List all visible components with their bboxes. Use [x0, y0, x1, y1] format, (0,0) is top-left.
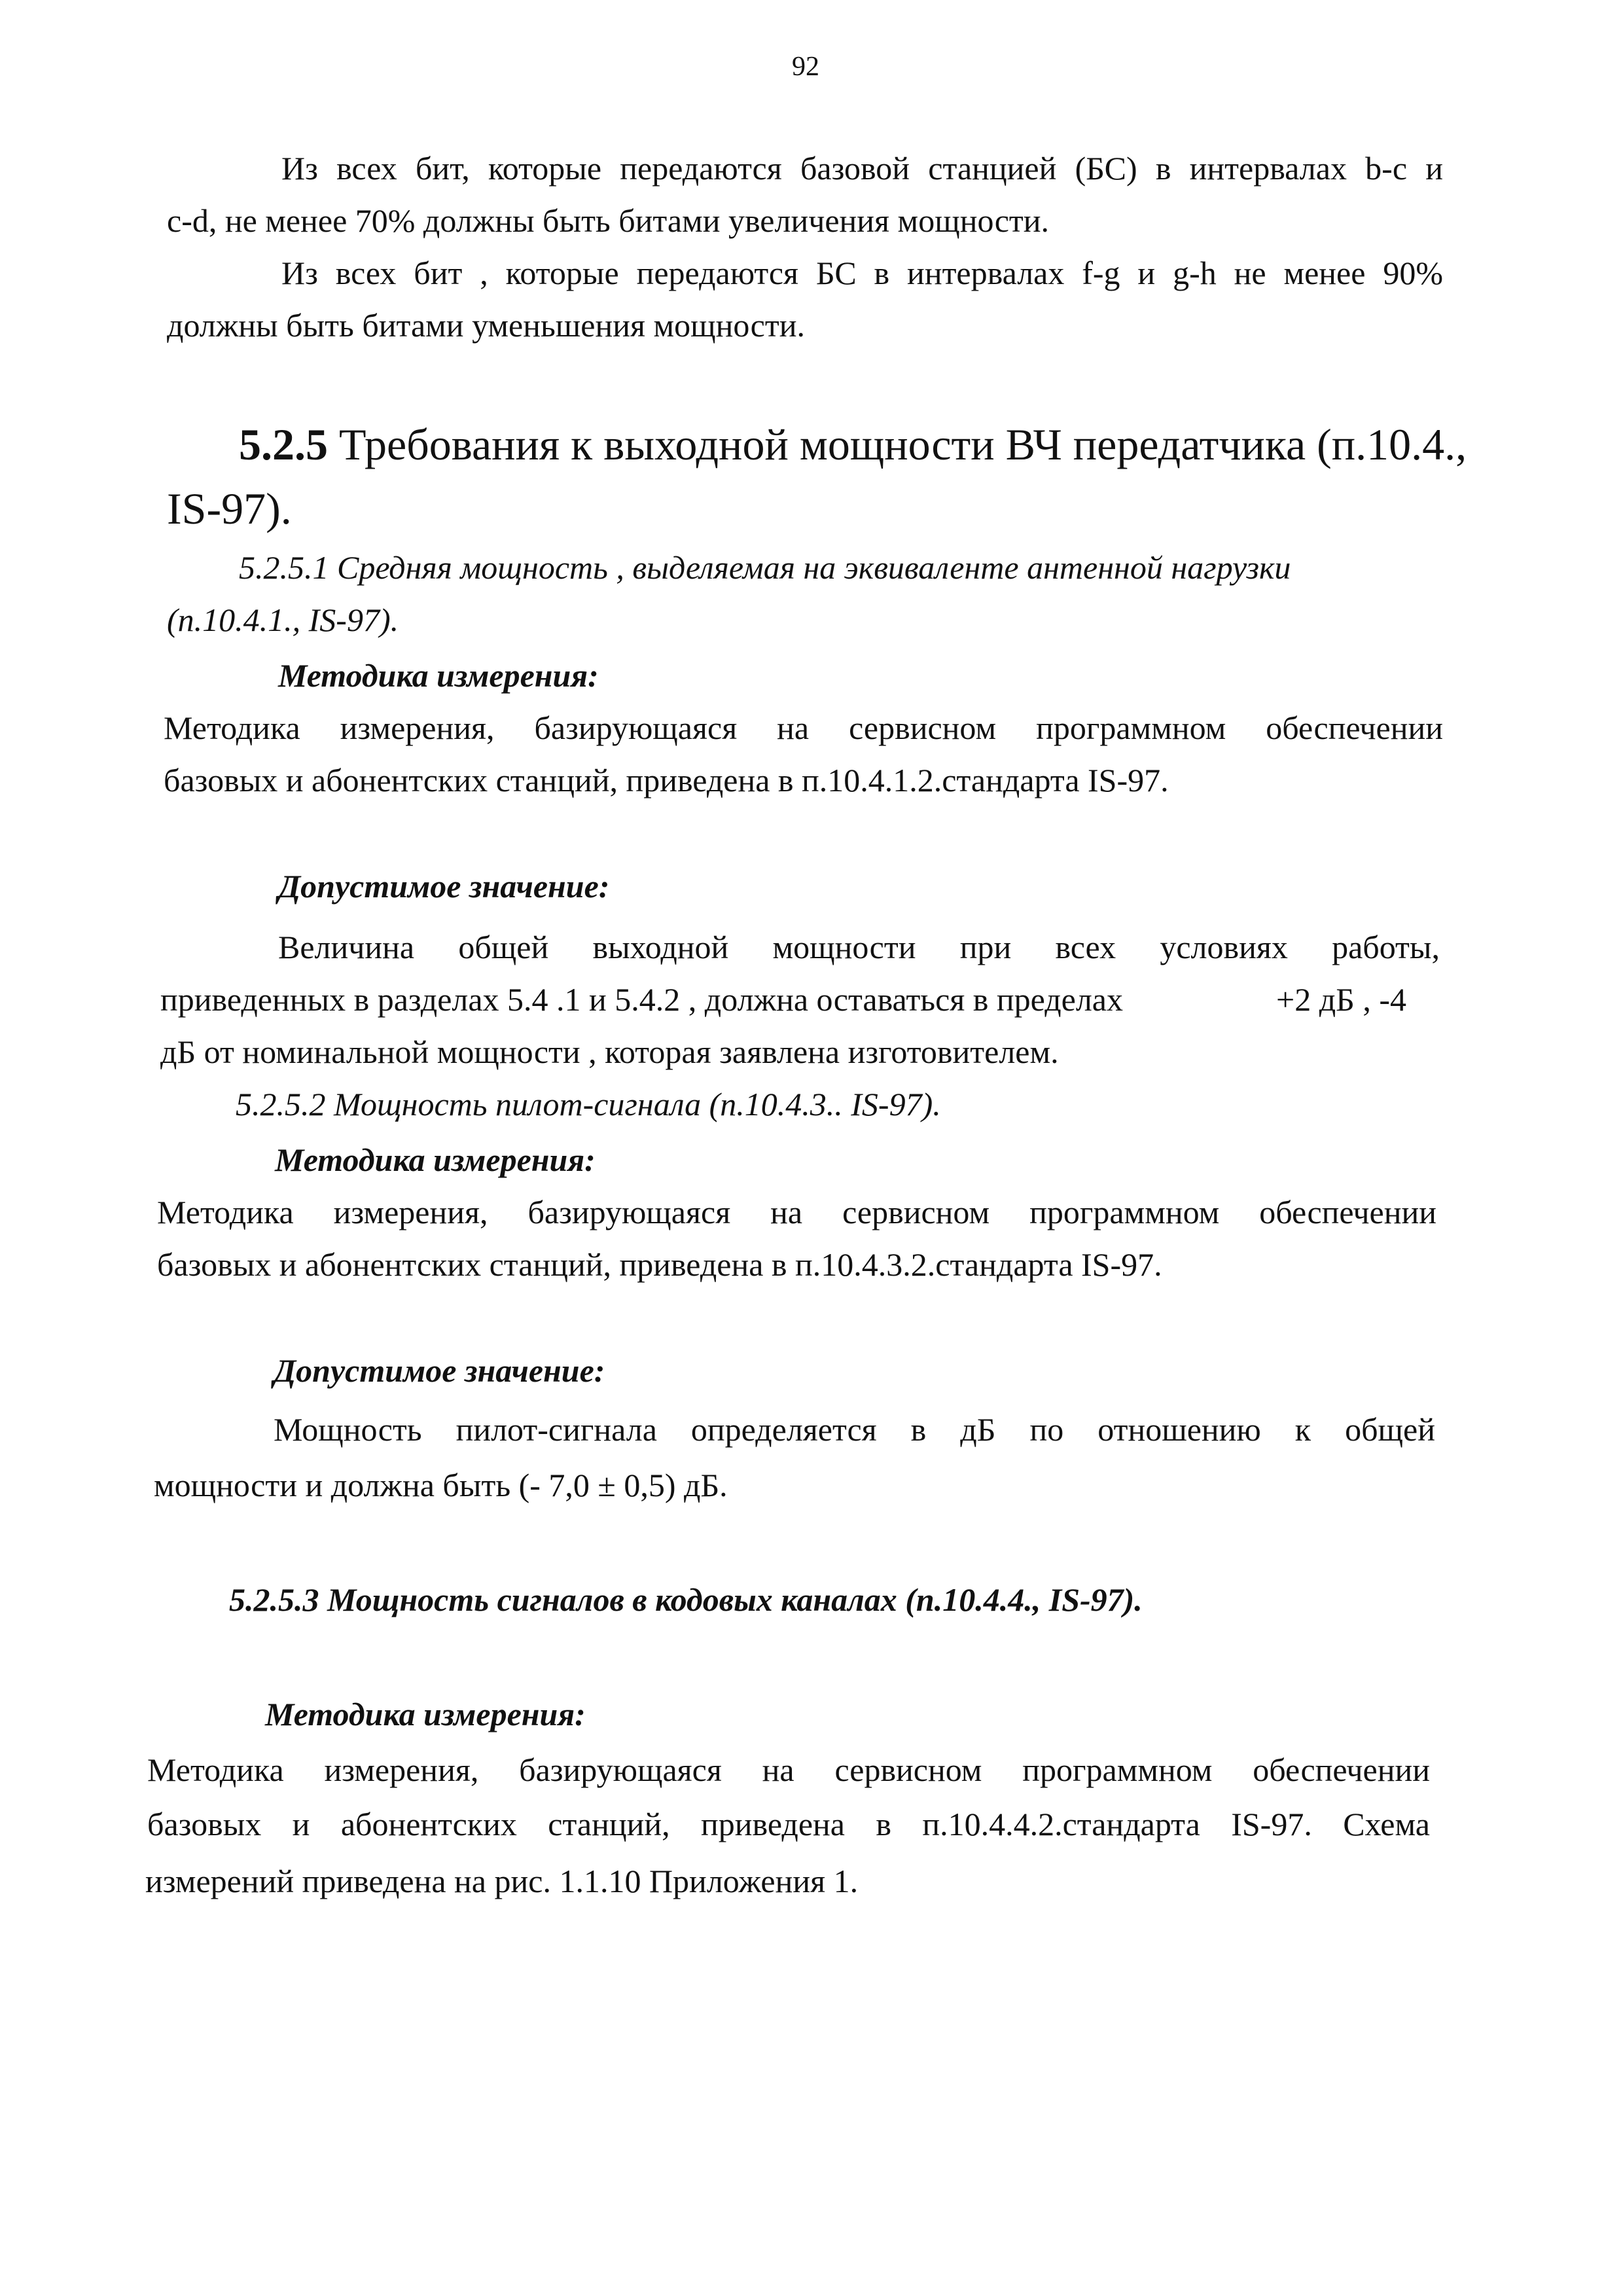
method-label-5252: Методика измерения:	[275, 1141, 596, 1178]
allowed-label-5252: Допустимое значение:	[274, 1352, 605, 1389]
para2-line1: Из всех бит , которые передаются БС в интервалах f-g и g-h не менее 90%	[281, 255, 1443, 291]
allowed-5251-line2b: +2 дБ , -4	[1276, 981, 1406, 1018]
section-heading-text: Требования к выходной мощности ВЧ передатчика (п.10.4.,	[328, 420, 1467, 469]
para1-line1: Из всех бит, которые передаются базовой станцией (БС) в интервалах b-c и	[281, 150, 1443, 187]
method-5251-line1: Методика измерения, базирующаяся на сервисном программном обеспечении	[164, 709, 1443, 746]
subsection-5251-title-line2: (п.10.4.1., IS-97).	[167, 601, 399, 638]
method-label-5253: Методика измерения:	[265, 1696, 586, 1732]
para1-line2: c-d, не менее 70% должны быть битами увеличения мощности.	[167, 202, 1049, 239]
allowed-5251-line1: Величина общей выходной мощности при всех условиях работы,	[278, 929, 1440, 965]
subsection-5252-title: 5.2.5.2 Мощность пилот-сигнала (п.10.4.3.. IS-97).	[236, 1086, 941, 1122]
method-label-5251: Методика измерения:	[278, 657, 599, 694]
allowed-5251-line2a: приведенных в разделах 5.4 .1 и 5.4.2 , должна оставаться в пределах	[160, 981, 1123, 1018]
section-heading	[239, 419, 1467, 471]
allowed-5251-line3: дБ от номинальной мощности , которая заявлена изготовителем.	[160, 1033, 1059, 1070]
subsection-5253-title: 5.2.5.3 Мощность сигналов в кодовых каналах (п.10.4.4., IS-97).	[229, 1581, 1143, 1618]
allowed-label-5251: Допустимое значение:	[278, 868, 610, 905]
para2-line2: должны быть битами уменьшения мощности.	[167, 307, 805, 344]
method-5253-line2: базовых и абонентских станций, приведена в п.10.4.4.2.стандарта IS-97. Схема	[147, 1806, 1430, 1842]
allowed-5252-line2: мощности и должна быть (- 7,0 ± 0,5) дБ.	[154, 1467, 728, 1503]
method-5253-line3: измерений приведена на рис. 1.1.10 Приложения 1.	[145, 1863, 859, 1899]
subsection-5251-title-line1: 5.2.5.1 Средняя мощность , выделяемая на эквиваленте антенной нагрузки	[239, 549, 1291, 586]
method-5252-line2: базовых и абонентских станций, приведена в п.10.4.3.2.стандарта IS-97.	[157, 1246, 1162, 1283]
method-5252-line1: Методика измерения, базирующаяся на сервисном программном обеспечении	[157, 1194, 1436, 1230]
method-5251-line2: базовых и абонентских станций, приведена в п.10.4.1.2.стандарта IS-97.	[164, 762, 1169, 798]
method-5253-line1: Методика измерения, базирующаяся на сервисном программном обеспечении	[147, 1751, 1430, 1788]
allowed-5252-line1: Мощность пилот-сигнала определяется в дБ по отношению к общей	[274, 1411, 1435, 1448]
page-number: 92	[792, 52, 819, 82]
section-heading-number: 5.2.5	[239, 420, 328, 469]
section-heading-line2: IS-97).	[167, 484, 292, 533]
